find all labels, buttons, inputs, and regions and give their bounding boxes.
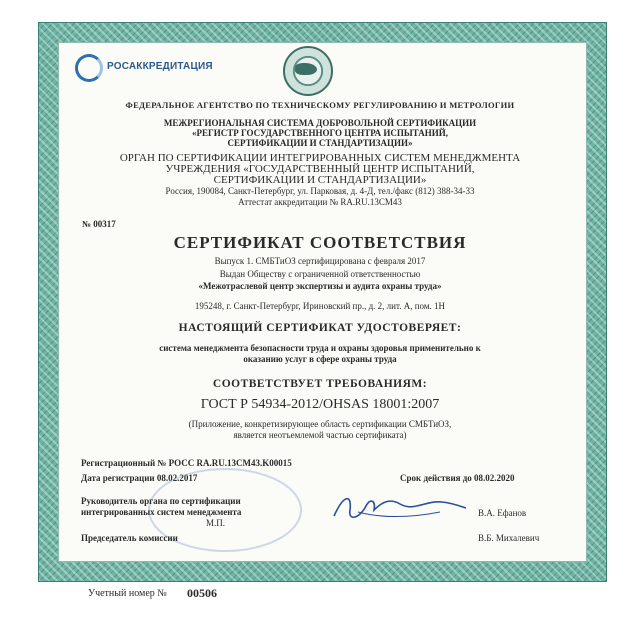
certificate-title: СЕРТИФИКАТ СООТВЕТСТВИЯ: [173, 233, 467, 252]
issued-to-line-1: Выдан Обществу с ограниченной ответственностью: [219, 269, 421, 279]
issue-line: Выпуск 1. СМБТиОЗ сертифицирована с февраля 2017: [214, 256, 426, 266]
russia-map-emblem-icon: [283, 46, 333, 96]
chairman-title: Председатель комиссии: [81, 533, 178, 543]
standard: ГОСТ Р 54934-2012/OHSAS 18001:2007: [200, 397, 440, 412]
head-title-line-1: Руководитель органа по сертификации: [81, 496, 241, 506]
valid-until: Срок действия до 08.02.2020: [400, 473, 515, 483]
conforms-heading: СООТВЕТСТВУЕТ ТРЕБОВАНИЯМ:: [212, 378, 428, 390]
scope-line-2: оказанию услуг в сфере охраны труда: [243, 354, 397, 364]
system-line-1: МЕЖРЕГИОНАЛЬНАЯ СИСТЕМА ДОБРОВОЛЬНОЙ СЕРТИФИКАЦИИ: [163, 118, 477, 128]
registration-number: Регистрационный № РОСС RA.RU.13CM43.K00015: [81, 458, 292, 468]
rosaccreditation-icon: [75, 54, 103, 82]
system-line-2: «РЕГИСТР ГОСУДАРСТВЕННОГО ЦЕНТРА ИСПЫТАНИЙ,: [192, 128, 448, 138]
mp-label: М.П.: [206, 518, 226, 528]
scope-line-1: система менеджмента безопасности труда и охраны здоровья применительно к: [159, 343, 481, 353]
company-address: 195248, г. Санкт-Петербург, Ириновский пр., д. 2, лит. А, пом. 1Н: [194, 301, 446, 311]
handwritten-signature: [330, 488, 470, 528]
certificate-number: № 00317: [82, 219, 116, 229]
rosaccreditation-text: РОСАККРЕДИТАЦИЯ: [107, 61, 213, 72]
appendix-line-1: (Приложение, конкретизирующее область сертификации СМБТиОЗ,: [188, 419, 452, 429]
system-line-3: СЕРТИФИКАЦИИ И СТАНДАРТИЗАЦИИ»: [227, 138, 413, 148]
head-name: В.А. Ефанов: [478, 508, 527, 518]
account-number: 00506: [187, 586, 217, 600]
agency-name: ФЕДЕРАЛЬНОЕ АГЕНТСТВО ПО ТЕХНИЧЕСКОМУ РЕГУЛИРОВАНИЮ И МЕТРОЛОГИИ: [125, 100, 515, 110]
rosaccreditation-logo: [75, 52, 215, 86]
certifies-heading: НАСТОЯЩИЙ СЕРТИФИКАТ УДОСТОВЕРЯЕТ:: [178, 322, 462, 334]
account-label: Учетный номер №: [88, 588, 167, 599]
organ-line-3: СЕРТИФИКАЦИИ И СТАНДАРТИЗАЦИИ»: [213, 174, 427, 186]
registration-date: Дата регистрации 08.02.2017: [81, 473, 198, 483]
organ-line-2: УЧРЕЖДЕНИЯ «ГОСУДАРСТВЕННЫЙ ЦЕНТР ИСПЫТАНИЙ,: [165, 163, 475, 175]
accreditation-number: Аттестат аккредитации № RA.RU.13CM43: [238, 197, 402, 207]
appendix-line-2: является неотъемлемой частью сертификата): [233, 430, 407, 440]
issued-to-line-2: «Межотраслевой центр экспертизы и аудита охраны труда»: [198, 281, 442, 291]
head-title-line-2: интегрированных систем менеджмента: [81, 507, 242, 517]
organ-line-1: ОРГАН ПО СЕРТИФИКАЦИИ ИНТЕГРИРОВАННЫХ СИСТЕМ МЕНЕДЖМЕНТА: [119, 152, 521, 164]
chairman-name: В.Б. Михалевич: [478, 533, 540, 543]
organ-address: Россия, 190084, Санкт-Петербург, ул. Парковая, д. 4-Д, тел./факс (812) 388-34-33: [165, 186, 475, 196]
